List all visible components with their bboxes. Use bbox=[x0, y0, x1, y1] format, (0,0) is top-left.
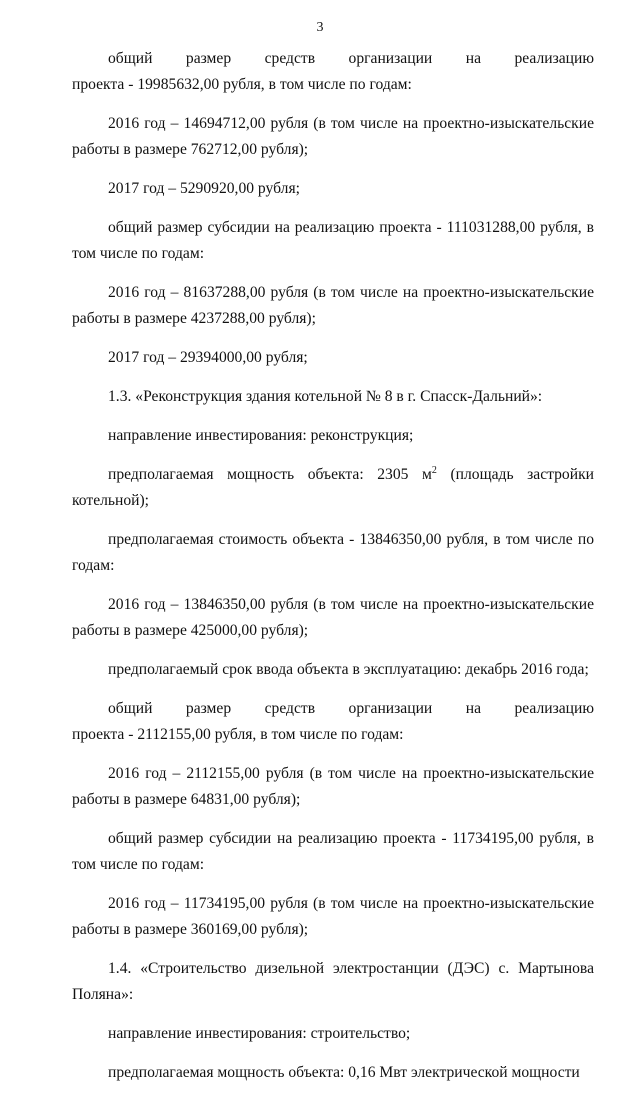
capacity-text: предполагаемая мощность объекта: 2305 м bbox=[108, 466, 432, 483]
paragraph-2016-subsidy: 2016 год – 81637288,00 рубля (в том числе на проектно-изыскательские работы в размере 4237288,00 рубля); bbox=[72, 284, 594, 327]
paragraph-capacity-2: предполагаемая мощность объекта: 0,16 Мвт электрической мощности bbox=[108, 1064, 580, 1081]
paragraph-2017-subsidy: 2017 год – 29394000,00 рубля; bbox=[108, 349, 308, 366]
paragraph-continuation: проекта - 2112155,00 рубля, в том числе по годам: bbox=[72, 726, 404, 743]
paragraph-continuation: проекта - 19985632,00 рубля, в том числе по годам: bbox=[72, 76, 412, 93]
paragraph-org-funds-1 bbox=[72, 46, 594, 98]
paragraph-capacity bbox=[72, 462, 594, 514]
paragraph-2016-org-2: 2016 год – 2112155,00 рубля (в том числе на проектно-изыскательские работы в размере 64831,00 рубля); bbox=[72, 765, 594, 808]
paragraph-org-funds-2 bbox=[72, 696, 594, 748]
paragraph-first-line: общий размер средств организации на реализацию bbox=[108, 700, 594, 717]
section-heading-1-3: 1.3. «Реконструкция здания котельной № 8 в г. Спасск-Дальний»: bbox=[108, 388, 543, 405]
paragraph-subsidy-total-1: общий размер субсидии на реализацию проекта - 111031288,00 рубля, в том числе по годам: bbox=[72, 219, 594, 262]
paragraph-2017-org: 2017 год – 5290920,00 рубля; bbox=[108, 180, 300, 197]
paragraph-commissioning-date: предполагаемый срок ввода объекта в эксплуатацию: декабрь 2016 года; bbox=[108, 661, 589, 678]
page-number: 3 bbox=[316, 20, 324, 35]
paragraph-first-line: общий размер средств организации на реализацию bbox=[108, 50, 594, 67]
paragraph-cost: предполагаемая стоимость объекта - 13846350,00 рубля, в том числе по годам: bbox=[72, 531, 594, 574]
section-heading-1-4: 1.4. «Строительство дизельной электростанции (ДЭС) с. Мартынова Поляна»: bbox=[72, 960, 594, 1003]
capacity-text-tail: (площадь застройки котельной); bbox=[72, 466, 594, 509]
paragraph-2016-org: 2016 год – 14694712,00 рубля (в том числе на проектно-изыскательские работы в размере 762712,00 рубля); bbox=[72, 115, 594, 158]
superscript-2: 2 bbox=[431, 464, 437, 476]
paragraph-subsidy-total-2: общий размер субсидии на реализацию проекта - 11734195,00 рубля, в том числе по годам: bbox=[72, 830, 594, 873]
paragraph-2016-cost: 2016 год – 13846350,00 рубля (в том числе на проектно-изыскательские работы в размере 425000,00 рубля); bbox=[72, 596, 594, 639]
paragraph-investment-direction-2: направление инвестирования: строительство; bbox=[108, 1025, 411, 1042]
paragraph-investment-direction: направление инвестирования: реконструкция; bbox=[108, 427, 414, 444]
paragraph-2016-subsidy-2: 2016 год – 11734195,00 рубля (в том числе на проектно-изыскательские работы в размере 360169,00 рубля); bbox=[72, 895, 594, 938]
document-body bbox=[72, 46, 594, 1099]
